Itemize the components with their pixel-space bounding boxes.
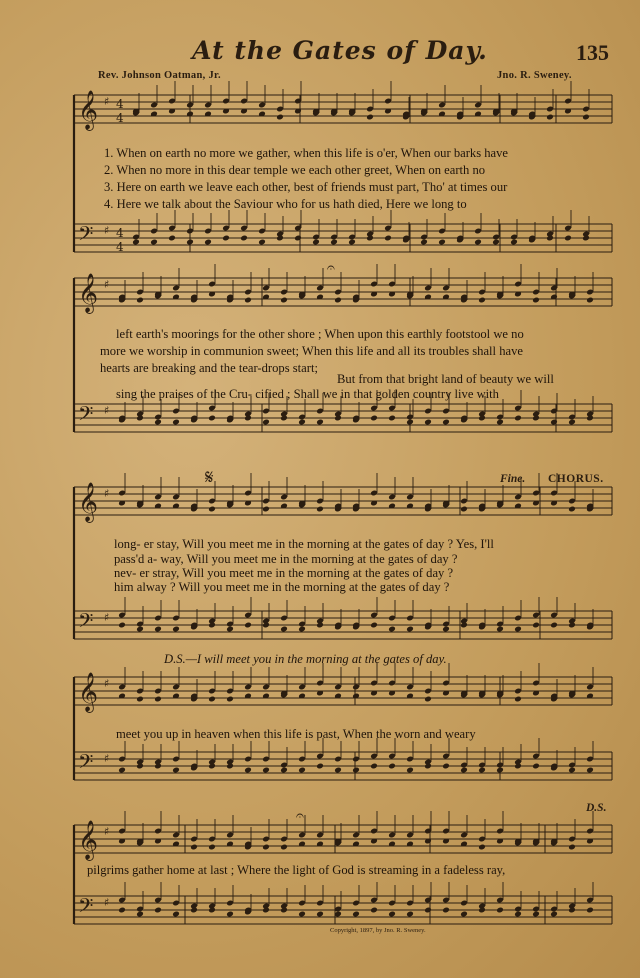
verse-line-4: 4. Here we talk about the Saviour who for us hath died, Here we long to bbox=[104, 197, 467, 211]
note-head bbox=[154, 907, 162, 914]
note-head bbox=[370, 907, 378, 914]
note-head bbox=[406, 419, 414, 426]
note-head bbox=[316, 763, 324, 770]
key-sharp-icon: ♯ bbox=[104, 404, 110, 417]
note-head bbox=[258, 239, 266, 246]
note-head bbox=[586, 907, 594, 914]
note-head bbox=[262, 844, 270, 851]
key-sharp-icon: ♯ bbox=[104, 487, 110, 500]
bass-clef-icon: 𝄢 bbox=[78, 222, 94, 250]
key-sharp-icon: ♯ bbox=[104, 896, 110, 909]
note-head bbox=[478, 297, 486, 304]
note-head bbox=[168, 235, 176, 242]
note-head bbox=[510, 239, 518, 246]
note-head bbox=[172, 419, 180, 426]
note-head bbox=[298, 911, 306, 918]
segno-icon: 𝄋 bbox=[205, 465, 214, 489]
copyright-notice: Copyright, 1897, by Jno. R. Sweney. bbox=[330, 927, 426, 934]
treble-clef-icon: 𝄞 bbox=[78, 672, 99, 712]
note-head bbox=[244, 767, 252, 774]
key-sharp-icon: ♯ bbox=[104, 95, 110, 108]
note-head bbox=[474, 239, 482, 246]
hymn-title: At the Gates of Day. bbox=[192, 36, 488, 65]
note-head bbox=[262, 767, 270, 774]
note-head bbox=[496, 907, 504, 914]
note-head bbox=[586, 297, 594, 304]
note-head bbox=[406, 626, 414, 633]
note-head bbox=[262, 506, 270, 513]
treble-clef-icon: 𝄞 bbox=[78, 820, 99, 860]
chorus-label: CHORUS. bbox=[548, 473, 604, 485]
note-head bbox=[294, 235, 302, 242]
note-head bbox=[532, 622, 540, 629]
note-head bbox=[478, 844, 486, 851]
note-head bbox=[568, 419, 576, 426]
note-head bbox=[370, 415, 378, 422]
note-head bbox=[136, 911, 144, 918]
note-head bbox=[190, 844, 198, 851]
verse-line-2: pass'd a- way, Will you meet me in the morning at the gates of day ? bbox=[114, 552, 458, 566]
note-head bbox=[424, 419, 432, 426]
note-head bbox=[334, 297, 342, 304]
note-head bbox=[172, 911, 180, 918]
note-head bbox=[276, 114, 284, 121]
note-head bbox=[280, 844, 288, 851]
key-sharp-icon: ♯ bbox=[104, 677, 110, 690]
note-head bbox=[496, 767, 504, 774]
note-head bbox=[366, 114, 374, 121]
key-sharp-icon: ♯ bbox=[104, 224, 110, 237]
note-head bbox=[348, 239, 356, 246]
ds-refrain-line: D.S.—I will meet you in the morning at the gates of day. bbox=[164, 652, 447, 666]
note-head bbox=[532, 297, 540, 304]
chorus-line-2: pilgrims gather home at last ; Where the light of God is streaming in a fadeless ray, bbox=[87, 863, 506, 877]
note-head bbox=[334, 767, 342, 774]
note-head bbox=[370, 763, 378, 770]
note-head bbox=[388, 911, 396, 918]
note-head bbox=[172, 767, 180, 774]
note-head bbox=[478, 767, 486, 774]
note-head bbox=[550, 419, 558, 426]
bass-clef-icon: 𝄢 bbox=[78, 609, 94, 637]
note-head bbox=[420, 239, 428, 246]
note-head bbox=[154, 696, 162, 703]
verse-line-3b: But from that bright land of beauty we will bbox=[337, 372, 554, 386]
note-head bbox=[586, 767, 594, 774]
composer-credit: Jno. R. Sweney. bbox=[497, 70, 572, 81]
note-head bbox=[316, 419, 324, 426]
note-head bbox=[568, 844, 576, 851]
bass-clef-icon: 𝄢 bbox=[78, 894, 94, 922]
note-head bbox=[514, 626, 522, 633]
note-head bbox=[222, 235, 230, 242]
note-head bbox=[226, 911, 234, 918]
note-head bbox=[568, 506, 576, 513]
note-head bbox=[564, 235, 572, 242]
fine-marking: Fine. bbox=[500, 473, 526, 485]
fermata-icon: 𝄐 bbox=[327, 260, 335, 276]
note-head bbox=[204, 239, 212, 246]
note-head bbox=[442, 419, 450, 426]
note-head bbox=[406, 911, 414, 918]
note-head bbox=[532, 911, 540, 918]
bass-clef-icon: 𝄢 bbox=[78, 750, 94, 778]
note-head bbox=[316, 911, 324, 918]
key-sharp-icon: ♯ bbox=[104, 752, 110, 765]
note-head bbox=[388, 415, 396, 422]
note-head bbox=[438, 239, 446, 246]
note-head bbox=[172, 626, 180, 633]
note-head bbox=[316, 506, 324, 513]
note-head bbox=[154, 626, 162, 633]
note-head bbox=[118, 907, 126, 914]
note-head bbox=[136, 626, 144, 633]
verse-line-1: long- er stay, Will you meet me in the morning at the gates of day ? Yes, I'll bbox=[114, 537, 494, 551]
verse-line-2: more we worship in communion sweet; When this life and all its troubles shall have bbox=[100, 344, 523, 358]
note-head bbox=[388, 763, 396, 770]
note-head bbox=[280, 297, 288, 304]
note-head bbox=[582, 114, 590, 121]
note-head bbox=[514, 911, 522, 918]
note-head bbox=[298, 419, 306, 426]
note-head bbox=[312, 239, 320, 246]
note-head bbox=[352, 767, 360, 774]
note-head bbox=[370, 622, 378, 629]
note-head bbox=[132, 239, 140, 246]
verse-line-1: 1. When on earth no more we gather, when this life is o'er, When our barks have bbox=[104, 146, 509, 160]
note-head bbox=[352, 911, 360, 918]
time-signature-icon: 4 bbox=[116, 226, 124, 240]
verse-line-3: hearts are breaking and the tear-drops start; bbox=[100, 361, 318, 375]
note-head bbox=[550, 911, 558, 918]
note-head bbox=[280, 626, 288, 633]
fermata-icon: 𝄐 bbox=[296, 808, 304, 824]
note-head bbox=[240, 235, 248, 242]
note-head bbox=[496, 626, 504, 633]
note-head bbox=[442, 763, 450, 770]
chorus-line-1: meet you up in heaven when this life is past, When the worn and weary bbox=[116, 727, 476, 741]
note-head bbox=[388, 626, 396, 633]
verse-line-4: him alway ? Will you meet me in the morning at the gates of day ? bbox=[114, 580, 450, 594]
note-head bbox=[118, 767, 126, 774]
note-head bbox=[226, 696, 234, 703]
note-head bbox=[424, 696, 432, 703]
note-head bbox=[136, 297, 144, 304]
note-head bbox=[492, 239, 500, 246]
note-head bbox=[442, 626, 450, 633]
note-head bbox=[442, 907, 450, 914]
ds-marking: D.S. bbox=[586, 802, 607, 814]
note-head bbox=[298, 767, 306, 774]
time-signature-icon: 4 bbox=[116, 240, 124, 254]
verse-line-1: left earth's moorings for the other shore ; When upon this earthly footstool we no bbox=[116, 327, 524, 341]
note-head bbox=[460, 506, 468, 513]
verse-line-2: 2. When no more in this dear temple we each other greet, When on earth no bbox=[104, 163, 486, 177]
note-head bbox=[406, 767, 414, 774]
note-head bbox=[460, 911, 468, 918]
key-sharp-icon: ♯ bbox=[104, 825, 110, 838]
note-head bbox=[550, 622, 558, 629]
note-head bbox=[460, 767, 468, 774]
note-head bbox=[208, 844, 216, 851]
treble-clef-icon: 𝄞 bbox=[78, 273, 99, 313]
verse-line-4: sing the praises of the Cru- cified ; Shall we in that golden country live with bbox=[116, 387, 499, 401]
lyricist-credit: Rev. Johnson Oatman, Jr. bbox=[98, 70, 221, 81]
treble-clef-icon: 𝄞 bbox=[78, 482, 99, 522]
note-head bbox=[208, 506, 216, 513]
note-head bbox=[532, 763, 540, 770]
note-head bbox=[244, 297, 252, 304]
note-head bbox=[208, 415, 216, 422]
note-head bbox=[136, 696, 144, 703]
time-signature-icon: 4 bbox=[116, 111, 124, 125]
verse-line-3: nev- er stray, Will you meet me in the morning at the gates of day ? bbox=[114, 566, 454, 580]
time-signature-icon: 4 bbox=[116, 97, 124, 111]
treble-clef-icon: 𝄞 bbox=[78, 90, 99, 130]
key-sharp-icon: ♯ bbox=[104, 611, 110, 624]
note-head bbox=[384, 235, 392, 242]
note-head bbox=[568, 767, 576, 774]
note-head bbox=[244, 622, 252, 629]
note-head bbox=[208, 696, 216, 703]
note-head bbox=[330, 239, 338, 246]
note-head bbox=[226, 626, 234, 633]
note-head bbox=[424, 907, 432, 914]
note-head bbox=[546, 114, 554, 121]
note-head bbox=[186, 239, 194, 246]
note-head bbox=[118, 622, 126, 629]
note-head bbox=[150, 239, 158, 246]
note-head bbox=[262, 419, 270, 426]
note-head bbox=[154, 419, 162, 426]
verse-line-3: 3. Here on earth we leave each other, best of friends must part, Tho' at times our bbox=[104, 180, 508, 194]
note-head bbox=[298, 626, 306, 633]
note-head bbox=[280, 767, 288, 774]
key-sharp-icon: ♯ bbox=[104, 278, 110, 291]
bass-clef-icon: 𝄢 bbox=[78, 402, 94, 430]
note-head bbox=[514, 415, 522, 422]
page-number: 135 bbox=[576, 40, 609, 65]
note-head bbox=[496, 419, 504, 426]
note-head bbox=[514, 696, 522, 703]
